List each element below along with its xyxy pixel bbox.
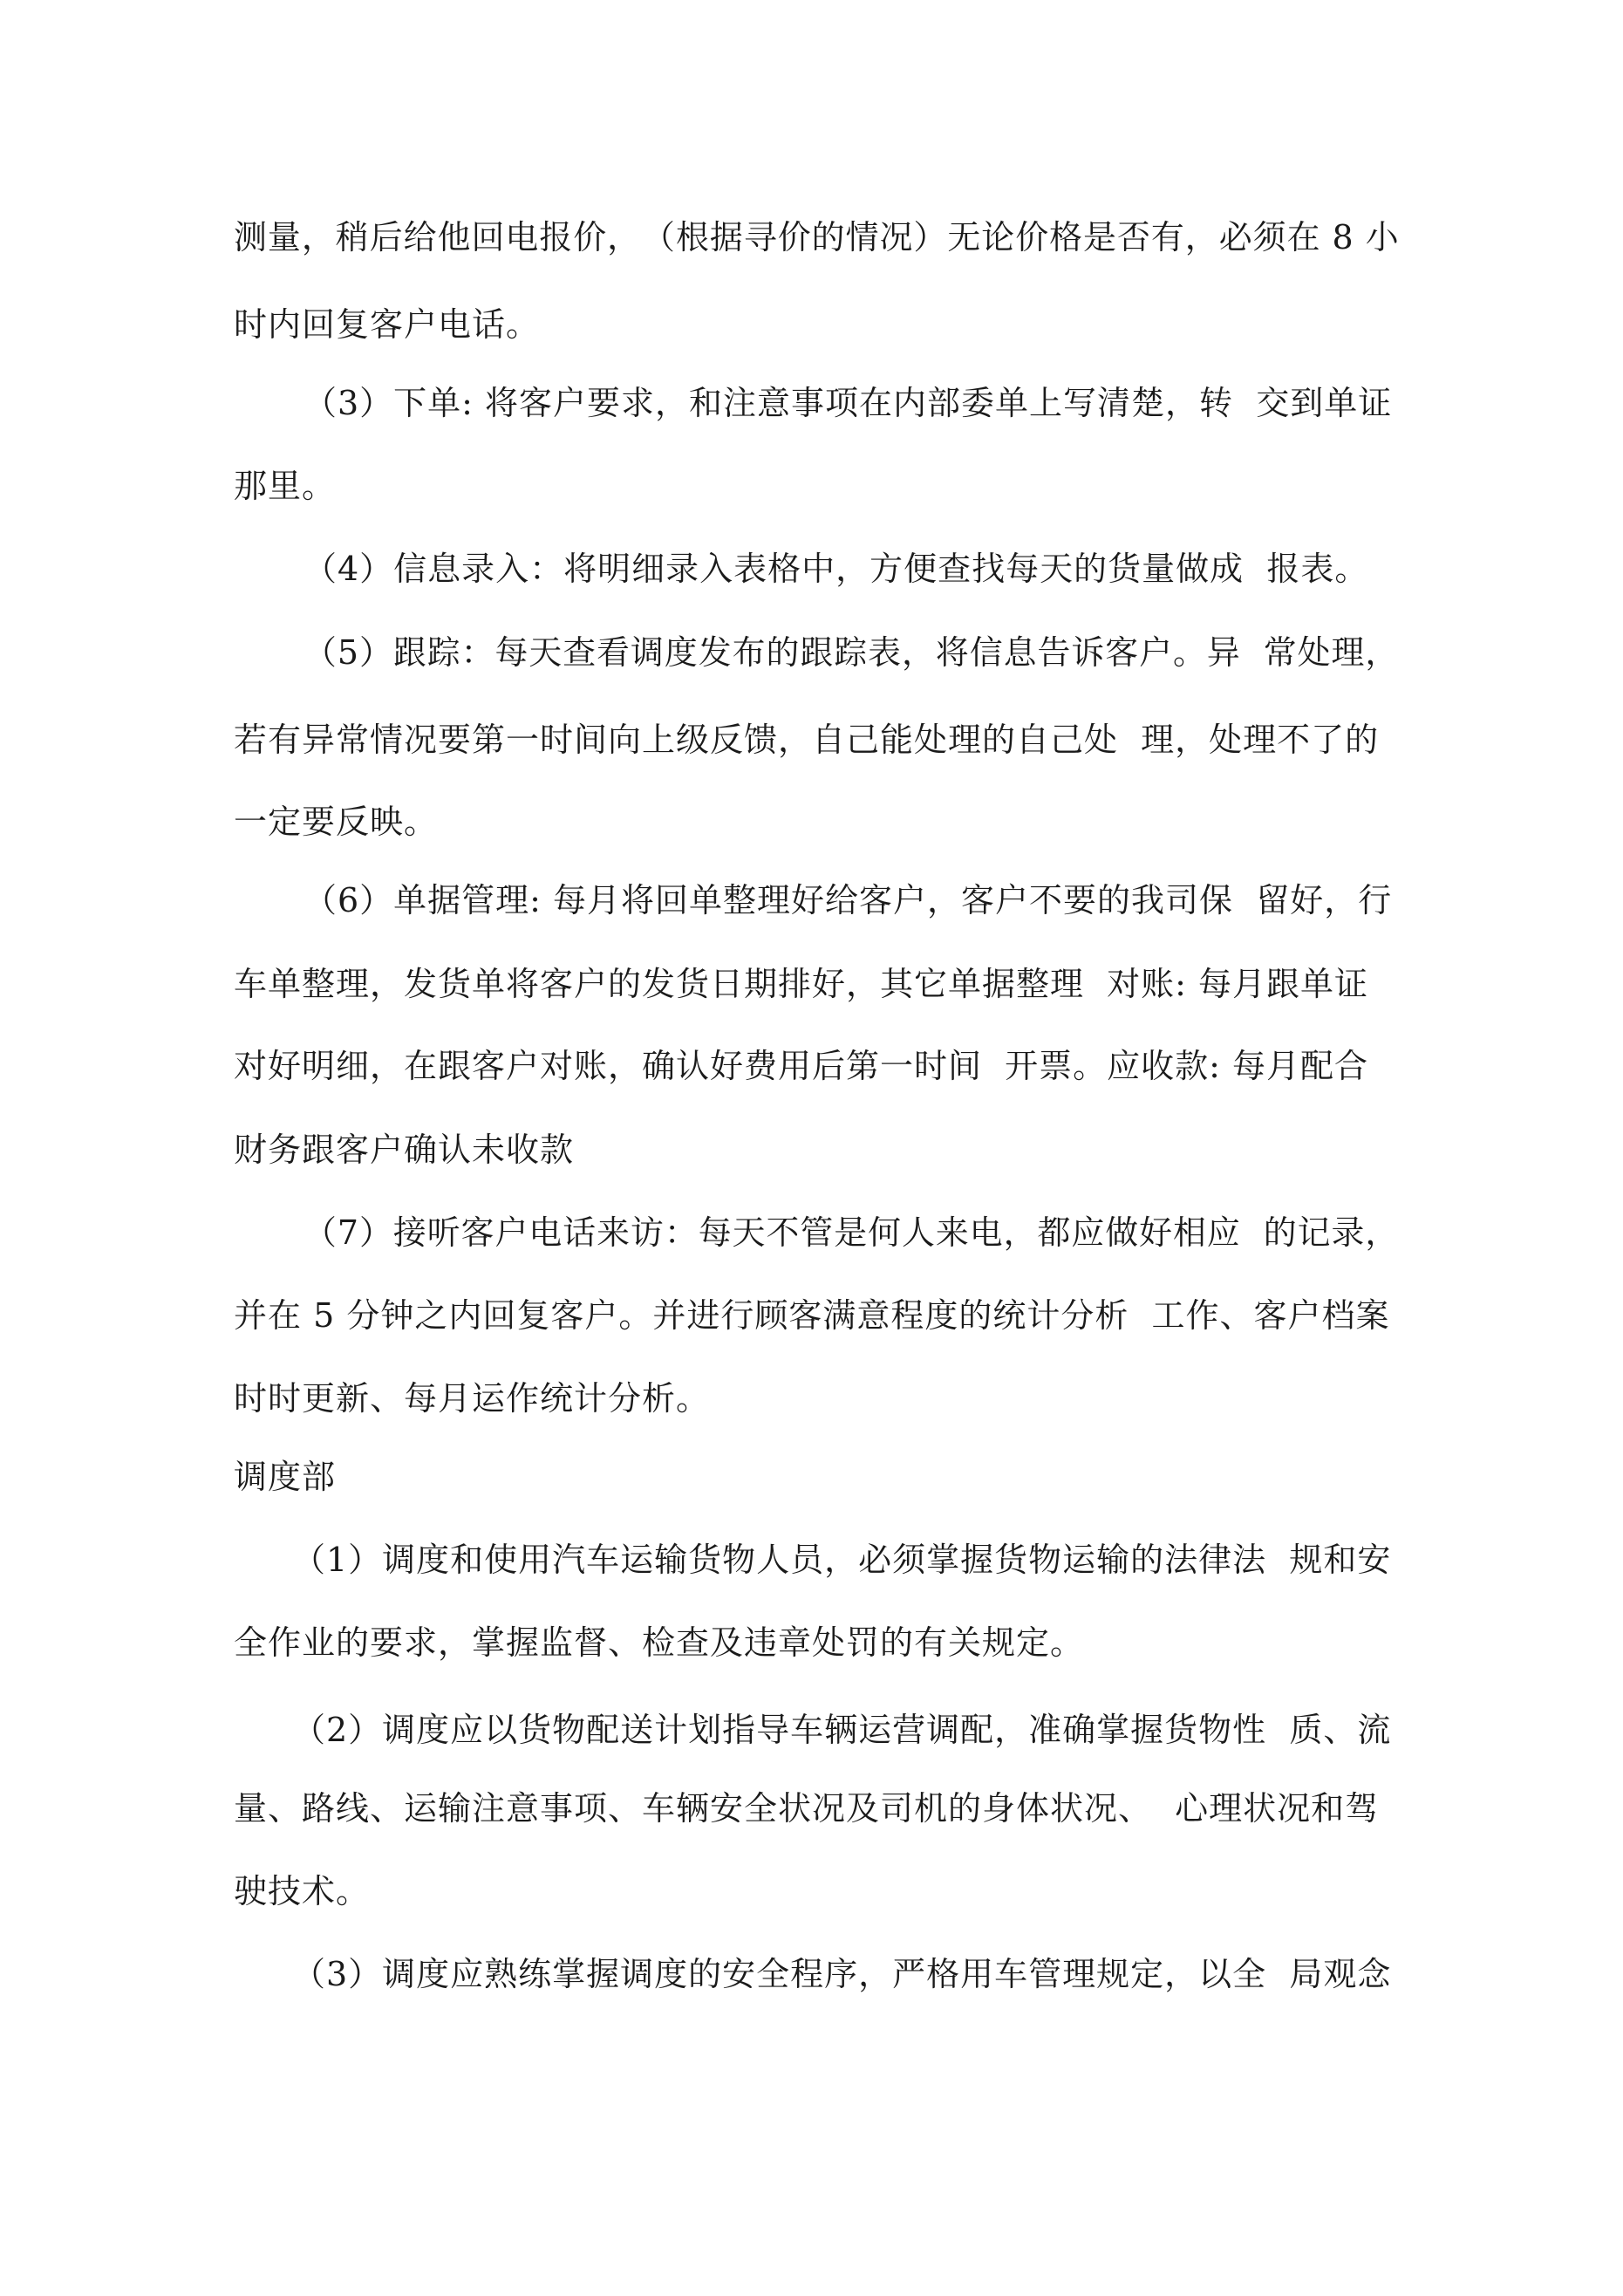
text-line: （1）调度和使用汽车运输货物人员，必须掌握货物运输的法律法 规和安 xyxy=(292,1541,1392,1579)
text-line: （2）调度应以货物配送计划指导车辆运营调配，准确掌握货物性 质、流 xyxy=(292,1711,1392,1749)
text-line: （3）调度应熟练掌握调度的安全程序，严格用车管理规定，以全 局观念 xyxy=(292,1955,1392,1993)
text-line: 量、路线、运输注意事项、车辆安全状况及司机的身体状况、 心理状况和驾 xyxy=(234,1789,1380,1828)
text-line: 那里。 xyxy=(234,467,337,505)
text-line: 对好明细，在跟客户对账，确认好费用后第一时间 开票。应收款: 每月配合 xyxy=(234,1047,1369,1085)
text-line: （6）单据管理: 每月将回单整理好给客户，客户不要的我司保 留好，行 xyxy=(303,881,1393,919)
text-line: 并在 5 分钟之内回复客户。并进行顾客满意程度的统计分析 工作、客户档案 xyxy=(234,1296,1390,1335)
text-line: （3）下单: 将客户要求，和注意事项在内部委单上写清楚，转 交到单证 xyxy=(303,384,1393,422)
text-line: 车单整理，发货单将客户的发货日期排好，其它单据整理 对账: 每月跟单证 xyxy=(234,965,1369,1003)
text-line: 时内回复客户电话。 xyxy=(234,305,541,344)
text-line: 一定要反映。 xyxy=(234,803,439,841)
text-line: 测量，稍后给他回电报价， （根据寻价的情况）无论价格是否有，必须在 8 小 xyxy=(234,218,1400,256)
text-line: （5）跟踪：每天查看调度发布的跟踪表，将信息告诉客户。异 常处理， xyxy=(303,633,1400,672)
text-line: 全作业的要求，掌握监督、检查及违章处罚的有关规定。 xyxy=(234,1623,1085,1662)
text-line: 若有异常情况要第一时间向上级反馈，自己能处理的自己处 理，处理不了的 xyxy=(234,721,1380,759)
text-line: 时时更新、每月运作统计分析。 xyxy=(234,1379,711,1418)
text-line: 驶技术。 xyxy=(234,1872,371,1910)
text-line: （4）信息录入：将明细录入表格中，方便查找每天的货量做成 报表。 xyxy=(303,550,1369,588)
text-line: 财务跟客户确认未收款 xyxy=(234,1131,575,1169)
section-heading: 调度部 xyxy=(234,1458,337,1496)
text-line: （7）接听客户电话来访：每天不管是何人来电，都应做好相应 的记录， xyxy=(303,1213,1400,1252)
